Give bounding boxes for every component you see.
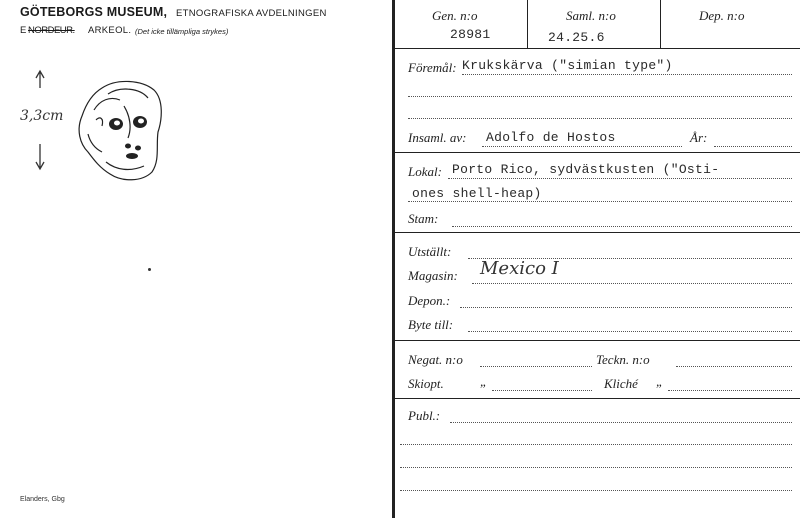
lokal-value-line1: Porto Rico, sydvästkusten ("Osti- xyxy=(452,162,720,177)
insaml-dotline xyxy=(482,146,682,147)
kliche-value: „ xyxy=(656,374,664,389)
magasin-dotline xyxy=(472,283,792,284)
teckn-dotline xyxy=(676,366,792,367)
foremal-label: Föremål: xyxy=(408,60,457,75)
ar-dotline xyxy=(714,146,792,147)
printer-name: Elanders, Gbg xyxy=(20,496,65,503)
magasin-value: Mexico I xyxy=(480,258,559,279)
speck xyxy=(148,268,151,271)
saml-label: Saml. n:o xyxy=(566,8,616,23)
dep-label: Dep. n:o xyxy=(699,8,745,23)
lokal-label: Lokal: xyxy=(408,164,442,179)
negat-label: Negat. n:o xyxy=(408,352,463,367)
kliche-label: Kliché xyxy=(604,376,638,391)
teckn-label: Teckn. n:o xyxy=(596,352,650,367)
publ-label: Publ.: xyxy=(408,408,441,423)
rule-after-skiopt xyxy=(395,398,800,399)
publ-dotline-4 xyxy=(400,490,792,491)
foremal-dotline-1 xyxy=(462,74,792,75)
depon-label: Depon.: xyxy=(408,293,451,308)
skiopt-label: Skiopt. xyxy=(408,376,444,391)
skiopt-value: „ xyxy=(480,374,488,389)
foremal-value: Krukskärva ("simian type") xyxy=(462,58,673,73)
publ-dotline-1 xyxy=(450,422,792,423)
negat-dotline xyxy=(480,366,592,367)
stam-dotline xyxy=(452,226,792,227)
kliche-dotline xyxy=(668,390,792,391)
ar-label: År: xyxy=(690,130,708,145)
header-divider-2 xyxy=(660,0,661,48)
gen-value: 28981 xyxy=(450,27,491,42)
lokal-dotline-1 xyxy=(448,178,792,179)
utstallt-label: Utställt: xyxy=(408,244,452,259)
insaml-value: Adolfo de Hostos xyxy=(486,130,616,145)
section-arkeol: ARKEOL. xyxy=(88,25,132,36)
depon-dotline xyxy=(460,307,792,308)
section-prefix: E xyxy=(20,25,27,36)
header-bottom-rule xyxy=(395,48,800,49)
byte-label: Byte till: xyxy=(408,317,454,332)
foremal-dotline-3 xyxy=(408,118,792,119)
byte-dotline xyxy=(468,331,792,332)
lokal-value-line2: ones shell-heap) xyxy=(412,186,542,201)
rule-after-byte xyxy=(395,340,800,341)
header-divider-1 xyxy=(527,0,528,48)
department-name: ETNOGRAFISKA AVDELNINGEN xyxy=(176,8,327,19)
rule-after-insaml xyxy=(395,152,800,153)
publ-dotline-2 xyxy=(400,444,792,445)
stam-label: Stam: xyxy=(408,211,439,226)
magasin-label: Magasin: xyxy=(408,268,458,283)
skiopt-dotline xyxy=(492,390,592,391)
insaml-label: Insaml. av: xyxy=(408,130,467,145)
saml-value: 24.25.6 xyxy=(548,30,605,45)
section-overstruck: NORDEUR. xyxy=(28,25,75,36)
foremal-dotline-2 xyxy=(408,96,792,97)
publ-dotline-3 xyxy=(400,467,792,468)
strike-note: (Det icke tillämpliga strykes) xyxy=(135,27,229,36)
rule-after-stam xyxy=(395,232,800,233)
pottery-sherd-drawing xyxy=(72,76,172,186)
museum-name: GÖTEBORGS MUSEUM, xyxy=(20,5,168,19)
scale-label: 3,3cm xyxy=(20,108,64,124)
lokal-dotline-2 xyxy=(408,201,792,202)
gen-label: Gen. n:o xyxy=(432,8,478,23)
card-left-border xyxy=(392,0,395,518)
